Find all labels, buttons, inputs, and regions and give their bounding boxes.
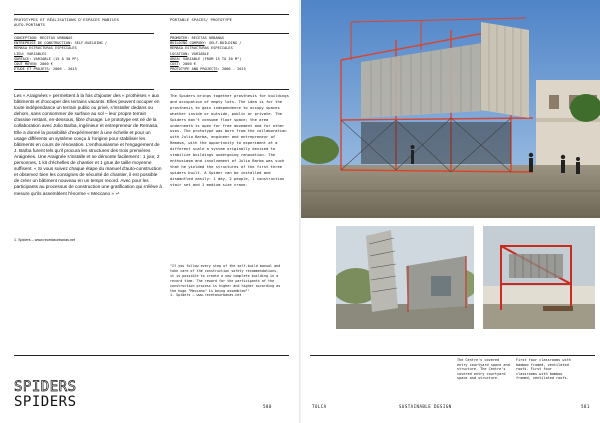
footnote-en: 1. Spiders – www.recetasurbanas.net	[170, 293, 242, 297]
meta-en	[170, 36, 290, 72]
body-rule-fr	[14, 89, 154, 90]
meta-label: BUILDING COMPANY	[170, 41, 205, 46]
page-number-left: 580	[263, 404, 272, 409]
bottom-rule-right	[310, 355, 595, 356]
meta-value: 2000 €	[39, 62, 53, 67]
quote-en: "If you follow every step of the self-build manual and take care of the construction safety recommendations, it is possible to create a new complete building in a record time. The reward for the participants of the construction process is higher and higher according as the huge "Meccano" is being assembled"¹	[170, 264, 281, 293]
meta-value: VARIABLE (FROM 15 TO 30 M²)	[182, 56, 242, 61]
meta-fr-row: CONCEPTION: RECETAS URBANAS	[14, 36, 73, 40]
meta-fr-row: LIEU: VARIABLES	[14, 51, 47, 56]
meta-value: 2006 - 2015	[221, 67, 246, 72]
construction-photo-image	[336, 226, 474, 329]
meta-label: SURFACE	[14, 56, 30, 61]
meta-label: CONCEPTION	[14, 36, 36, 40]
photo-caption-1: The Centre's covered entry courtyard space and structure. The Centre's covered entry courtyard space and structure.	[457, 358, 510, 381]
meta-en-row: LOCATION: VARIABLE	[170, 51, 209, 56]
header-fr-line-1: PROTOTYPES ET RÉALISATIONS D'ESPACES MOBILES	[14, 17, 119, 22]
meta-value: SELF-BUILDING /	[208, 41, 242, 46]
meta-label: PROTOTYPE AND PROJECTS	[170, 67, 218, 72]
photo-red-frame-spider	[483, 226, 595, 329]
meta-label: ENTREPRISE DE CONSTRUCTION	[14, 41, 71, 46]
red-frame-photo-image	[483, 226, 595, 329]
running-footer-center: SUSTAINABLE DESIGN	[399, 404, 452, 409]
meta-fr-row: COÛT MOYEN: 2000 €	[14, 62, 53, 67]
body-rule-en	[170, 89, 289, 90]
meta-value: REMASA ESTRUCTURAS ESPECIALES	[170, 46, 233, 51]
meta-en-row: AREA: VARIABLE (FROM 15 TO 30 M²)	[170, 56, 242, 61]
meta-value: 2006 - 2015	[52, 67, 77, 72]
body-text-en: The Spiders brings together prosthesis for buildings and occupation of empty lots. The idea is for the prosthesis to gain independence to occupy spaces whether inside or outside, public or private. The Spiders don't consume floor space; the area underneath is open for free movement and for other uses. The prototype was born from the collaboration with Julio Barba, engineer and entrepreneur of Remasa, with the opportunity to experiment at a different scale a system originally devised to stabilize buildings undergoing renovation. The enthusiasm and involvement of Julio Barba was such that he yielded the structures of the first three spiders built. A Spider can be installed and dismantled easily: 1 day, 2 people, 1 construction stair set and 1 medium size crane.	[170, 93, 289, 187]
meta-value: VARIABLES	[26, 51, 47, 56]
meta-rule-en	[170, 33, 289, 34]
meta-value: VARIABLE (15 À 30 M²)	[33, 56, 79, 61]
running-footer-left: TOLCA	[312, 404, 327, 409]
meta-fr-row: SURFACE: VARIABLE (15 À 30 M²)	[14, 56, 79, 61]
meta-label: AREA	[170, 56, 179, 61]
header-fr-line-2: AUTO-PORTANTS	[14, 22, 46, 27]
header-en: PORTABLE SPACES/ PROTOTYPE	[170, 17, 233, 22]
meta-value: 2000 €	[182, 62, 196, 67]
meta-label: LIEU	[14, 51, 23, 56]
meta-label: LOCATION	[170, 51, 188, 56]
meta-en-row: PROMOTER: RECETAS URBANAS	[170, 36, 225, 40]
meta-label: PROMOTER	[170, 36, 188, 40]
main-photo-spider-structure	[301, 0, 600, 218]
meta-value: REMASA ESTRUCTURAS ESPECIALES	[14, 46, 77, 51]
meta-label: COST	[170, 62, 179, 67]
header-fr	[14, 17, 154, 27]
photo-spider-construction	[336, 226, 474, 329]
meta-en-row: PROTOTYPE AND PROJECTS: 2006 - 2015	[170, 67, 246, 72]
meta-value: RECETAS URBANAS	[39, 36, 73, 40]
photo-caption-2: First four classrooms with bamboo framed, ventilated roofs. First four classrooms with bamboo framed, ventilated roofs.	[516, 358, 571, 381]
project-title-outline: SPIDERS	[14, 379, 77, 395]
meta-rule-fr	[14, 33, 154, 34]
meta-en-row: COST: 2000 €	[170, 62, 196, 67]
page-number-right: 581	[581, 404, 590, 409]
meta-label: COÛT MOYEN	[14, 62, 36, 67]
meta-fr	[14, 36, 154, 72]
meta-fr-row: ÉTUDE ET PROJETS: 2006 - 2015	[14, 67, 77, 72]
body-text-fr: Les « Araignées » permettent à la fois d'ajouter des « prothèses » aux bâtiments et d'occuper des terrains vacants. Elles peuvent occuper en toute indépendance un terrain public ou privé, s'installer dedans ou dehors, sans consommer de surface au sol – leur propre terrain d'assise restant, en-dessous, libre d'usage. Le prototype est né de la collaboration avec Julio Barba, ingénieur et entrepreneur de Remasa. Elle a donné la possibilité d'expérimenter à une échelle et pour un usage différents un système conçu à l'origine pour stabiliser les bâtiments en cours de rénovation. L'enthousiasme et l'engagement de J. Barba furent tels qu'il procura les structures des trois premières Araignées. Une Araignée s'installe et se démonte facilement : 1 jour, 2 personnes, 1 kit d'échelles de chantier et 1 grue de taille moyenne suffisent. « Si vous suivez chaque étape du manuel d'auto-construction et observez bien les consignes de sécurité de chantier, il est possible de créer un bâtiment nouveau en un temps record. Avec pour les participants au processus de construction une gratification qui s'élève à mesure qu'ils assemblent l'énorme « Meccano » »¹	[14, 93, 162, 196]
meta-en-row: BUILDING COMPANY: SELF-BUILDING /	[170, 41, 242, 46]
bottom-rule-left	[14, 355, 289, 356]
meta-value: SELF-BUILDING /	[74, 41, 108, 46]
meta-fr-row: ENTREPRISE DE CONSTRUCTION: SELF-BUILDING /	[14, 41, 108, 46]
footnote-fr: 1. Spiders – www.recetasurbanas.net	[14, 238, 76, 242]
main-photo-image	[301, 0, 600, 218]
meta-value: RECETAS URBANAS	[191, 36, 225, 40]
meta-label: ÉTUDE ET PROJETS	[14, 67, 49, 72]
meta-value: VARIABLE	[191, 51, 209, 56]
top-rule	[14, 14, 289, 15]
project-title: SPIDERS	[14, 394, 77, 410]
